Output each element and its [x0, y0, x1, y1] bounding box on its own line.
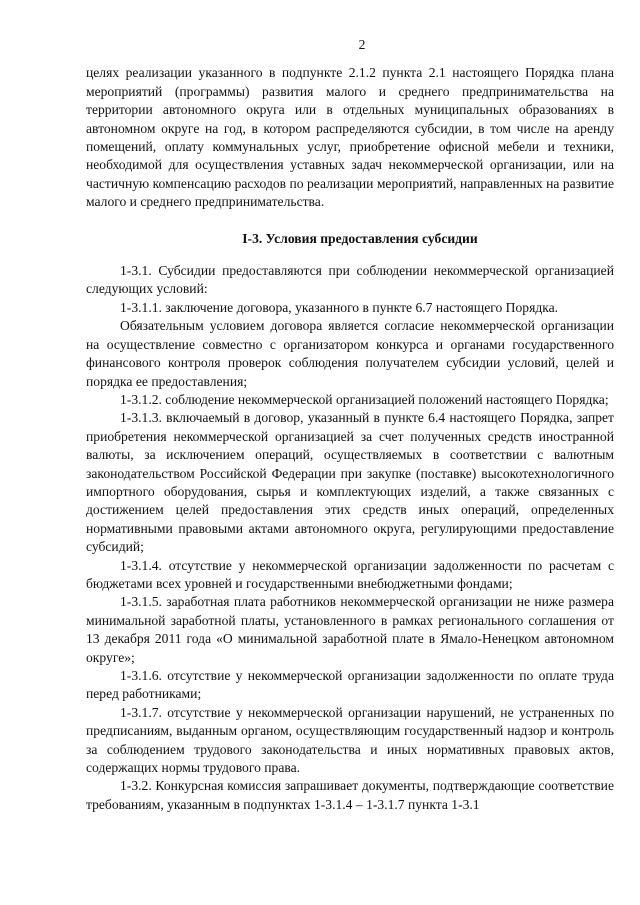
paragraph-1-3-1-1: 1-3.1.1. заключение договора, указанного в пункте 6.7 настоящего Порядка. [120, 299, 559, 315]
paragraph-1-3-1-2: 1-3.1.2. соблюдение некоммерческой организацией положений настоящего Порядка; [120, 391, 609, 407]
paragraph-1-3-1-3: 1-3.1.3. включаемый в договор, указанный в пункте 6.4 настоящего Порядка, запрет приобретения некоммерческой организацией за счет полученных средств иностранной валюты, за исключением операций, осуществляемых в соответствии с валютным законодательством Российской Федерации при закупке (поставке) высокотехнологичного импортного оборудования, сырья и комплектующих изделий, а также связанных с достижением целей предоставления этих средств иных операций, определенных нормативными правовыми актами автономного округа, регулирующими предоставление субсидий; [86, 410, 614, 555]
paragraph-continuation: целях реализации указанного в подпункте 2.1.2 пункта 2.1 настоящего Порядка плана мероприятий (программы) развития малого и среднего предпринимательства на территории автономного округа или в отдельных муниципальных образованиях в автономном округе на год, в котором распределяются субсидии, в том числе на аренду помещений, оплату коммунальных услуг, приобретение офисной мебели и техники, необходимой для осуществления уставных задач некоммерческой организации, или на частичную компенсацию расходов по реализации мероприятий, направленных на развитие малого и среднего предпринимательства. [86, 65, 614, 210]
paragraph-1-3-1-7: 1-3.1.7. отсутствие у некоммерческой организации нарушений, не устраненных по предписаниям, выданным органом, осуществляющим государственный надзор и контроль за соблюдением трудового законодательства и иных нормативных правовых актов, содержащих нормы трудового права. [86, 704, 614, 776]
paragraph-mandatory-condition: Обязательным условием договора является согласие некоммерческой организации на осуществление совместно с организатором конкурса и органами государственного финансового контроля проверок соблюдения получателем субсидии условий, целей и порядка ее предоставления; [86, 318, 614, 389]
paragraph-1-3-1: 1-3.1. Субсидии предоставляются при соблюдении некоммерческой организацией следующих условий: [86, 263, 614, 297]
paragraph-1-3-1-4: 1-3.1.4. отсутствие у некоммерческой организации задолженности по расчетам с бюджетами всех уровней и государственными внебюджетными фондами; [86, 557, 614, 591]
paragraph-1-3-2: 1-3.2. Конкурсная комиссия запрашивает документы, подтверждающие соответствие требованиям, указанным в подпунктах 1-3.1.4 – 1-3.1.7 пункта 1-3.1 [86, 778, 614, 812]
section-heading: I-3. Условия предоставления субсидии [242, 230, 478, 246]
page-number: 2 [358, 37, 366, 52]
paragraph-1-3-1-5: 1-3.1.5. заработная плата работников некоммерческой организации не ниже размера минимальной заработной платы, установленного в рамках регионального соглашения от 13 декабря 2011 года «О минимальной заработной плате в Ямало-Ненецком автономном округе»; [86, 594, 614, 665]
paragraph-1-3-1-6: 1-3.1.6. отсутствие у некоммерческой организации задолженности по оплате труда перед работниками; [86, 668, 614, 702]
